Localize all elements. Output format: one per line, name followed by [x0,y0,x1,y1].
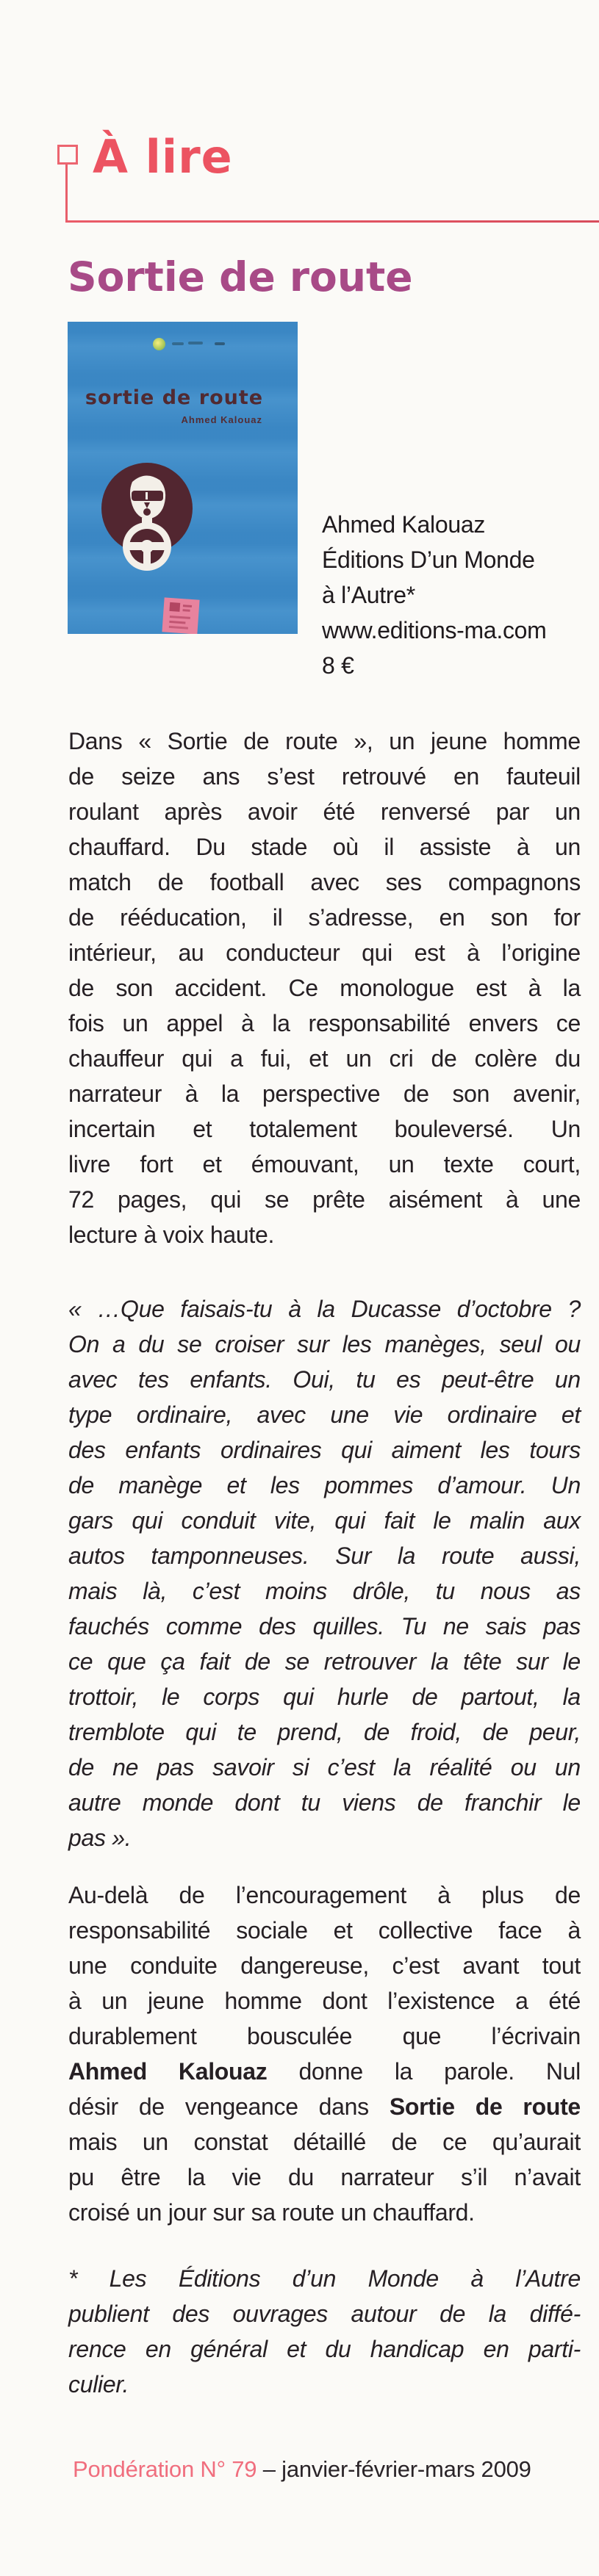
driver-face-steering-wheel-icon [96,460,201,581]
text-line: On a du se croiser sur les manèges, seul ou [68,1331,581,1357]
text-line: désir de vengeance dans Sortie de route [68,2093,581,2120]
text-line: trottoir, le corps qui hurle de partout, la [68,1684,581,1710]
text-line: autos tamponneuses. Sur la route aussi, [68,1543,581,1569]
book-info-block [322,507,547,683]
section-title: À lire [93,130,233,184]
logo-blob-icon [153,338,165,350]
text-line: durablement bousculée que l’écrivain [68,2023,581,2049]
article-title: Sortie de route [68,253,413,300]
text-line: pas ». [68,1825,132,1851]
text-line: de rééducation, il s’adresse, en son for [68,904,581,931]
book-publisher-2: à l’Autre* [322,582,415,608]
text-line: chauffeur qui a fui, et un cri de colère du [68,1045,581,1072]
publisher-url: www.editions-ma.com [322,617,547,643]
text-line: lecture à voix haute. [68,1222,275,1248]
text-line: livre fort et émouvant, un texte court, [68,1151,581,1177]
logo-text-mark [172,342,184,345]
text-line: « …Que faisais-tu à la Ducasse d’octobre ? [68,1296,581,1322]
text-line: 72 pages, qui se prête aisément à une [68,1186,581,1213]
text-line: de seize ans s’est retrouvé en fauteuil [68,763,581,790]
text-line: mais un constat détaillé de ce qu’aurait [68,2129,581,2155]
text-line: autre monde dont tu viens de franchir le [68,1789,581,1816]
logo-text-mark [215,342,225,345]
text-line: pu être la vie du narrateur s’il n’avait [68,2164,581,2190]
text-line: Ahmed Kalouaz donne la parole. Nul [68,2058,581,2085]
text-line: gars qui conduit vite, qui fait le malin aux [68,1507,581,1534]
text-line: à un jeune homme dont l’existence a été [68,1988,581,2014]
book-cover-image [68,322,298,634]
text-line: avec tes enfants. Oui, tu es peut-être un [68,1366,581,1393]
footnote-paragraph [68,2261,581,2402]
text-line: de manège et les pommes d’amour. Un [68,1472,581,1498]
text-line: croisé un jour sur sa route un chauffard. [68,2199,475,2226]
text-line: de son accident. Ce monologue est à la [68,975,581,1001]
text-line: narrateur à la perspective de son avenir, [68,1080,581,1107]
text-line: Dans « Sortie de route », un jeune homme [68,728,581,754]
text-line: responsabilité sociale et collective face à [68,1917,581,1944]
logo-text-mark [188,342,203,344]
text-line: fauchés comme des quilles. Tu ne sais pas [68,1613,581,1639]
text-line: chauffard. Du stade où il assiste à un [68,834,581,860]
text-line: tremblote qui te prend, de froid, de peur, [68,1719,581,1745]
text-line: des enfants ordinaires qui aiment les tours [68,1437,581,1463]
text-line: de ne pas savoir si c’est la réalité ou un [68,1754,581,1781]
header-rule [65,220,599,223]
text-line: roulant après avoir été renversé par un [68,798,581,825]
text-line: fois un appel à la responsabilité envers ce [68,1010,581,1036]
text-line: incertain et totalement bouleversé. Un [68,1116,581,1142]
text-line: Au-delà de l’encouragement à plus de [68,1882,581,1908]
text-line: * Les Éditions d’un Monde à l’Autre [68,2265,581,2292]
text-line: match de football avec ses compagnons [68,869,581,895]
text-line: mais là, c’est moins drôle, tu nous as [68,1578,581,1604]
cover-author: Ahmed Kalouaz [181,414,262,425]
magazine-name: Pondération N° 79 [73,2456,257,2482]
book-price: 8 € [322,652,354,679]
text-line: ce que ça fait de se retrouver la tête sur le [68,1648,581,1675]
publisher-stamp [162,597,199,634]
comment-paragraph [68,1877,581,2230]
book-publisher: Éditions D’un Monde [322,546,535,573]
book-excerpt-quote [68,1291,581,1855]
section-rule-stem [65,165,68,222]
text-line: publient des ouvrages autour de la diffé- [68,2301,581,2327]
text-line: une conduite dangereuse, c’est avant tout [68,1952,581,1979]
text-line: intérieur, au conducteur qui est à l’origine [68,939,581,966]
text-line: type ordinaire, avec une vie ordinaire et [68,1401,581,1428]
text-line: rence en général et du handicap en parti- [68,2336,581,2362]
text-line: culier. [68,2371,129,2398]
publisher-logo-icon [153,335,234,354]
issue-date: – janvier-février-mars 2009 [257,2456,531,2482]
section-square-icon [57,145,78,165]
page-footer [73,2452,531,2487]
review-paragraph [68,724,581,1252]
book-author: Ahmed Kalouaz [322,511,486,538]
cover-title: sortie de route [85,386,264,409]
